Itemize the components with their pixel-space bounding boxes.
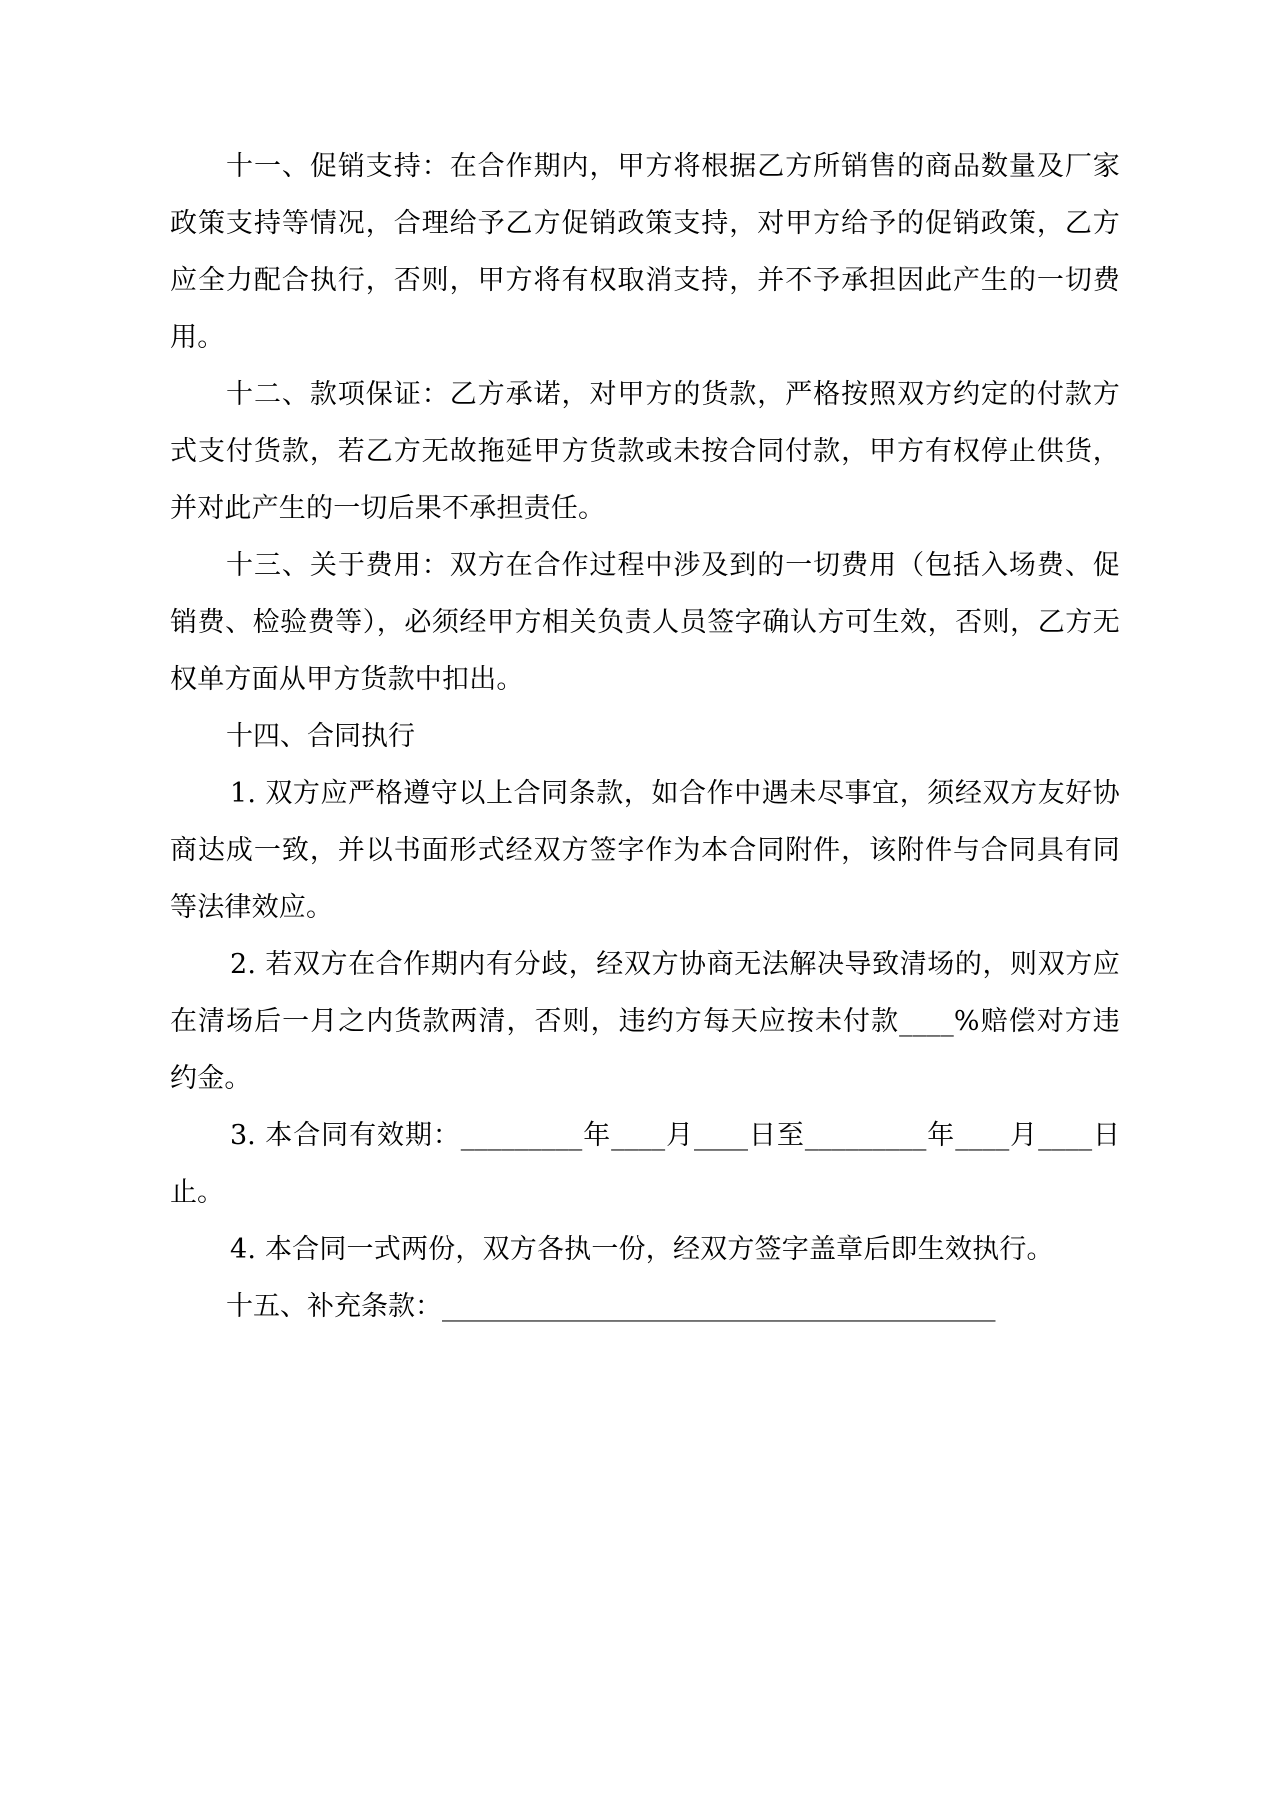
paragraph-clause-15: 十五、补充条款：_________________________________________ [226,1291,996,1322]
paragraph-clause-11: 十一、促销支持：在合作期内，甲方将根据乙方所销售的商品数量及厂家政策支持等情况，合理给予乙方促销政策支持，对甲方给予的促销政策，乙方应全力配合执行，否则，甲方将有权取消支持，并不予承担因此产生的一切费用。 [170,151,1120,353]
paragraph-clause-14-item-3: 3. 本合同有效期：_________年____月____日至_________年____月____日止。 [170,1120,1120,1208]
paragraph-clause-14-item-2: 2. 若双方在合作期内有分歧，经双方协商无法解决导致清场的，则双方应在清场后一月之内货款两清，否则，违约方每天应按未付款____%赔偿对方违约金。 [170,949,1120,1094]
paragraph-clause-14-item-4: 4. 本合同一式两份，双方各执一份，经双方签字盖章后即生效执行。 [230,1234,1054,1265]
heading-clause-14: 十四、合同执行 [226,721,415,752]
paragraph-clause-12: 十二、款项保证：乙方承诺，对甲方的货款，严格按照双方约定的付款方式支付货款，若乙方无故拖延甲方货款或未按合同付款，甲方有权停止供货，并对此产生的一切后果不承担责任。 [170,379,1120,524]
document-body [170,138,1120,1335]
paragraph-clause-14-item-1: 1. 双方应严格遵守以上合同条款，如合作中遇未尽事宜，须经双方友好协商达成一致，并以书面形式经双方签字作为本合同附件，该附件与合同具有同等法律效应。 [170,778,1120,923]
paragraph-clause-13: 十三、关于费用：双方在合作过程中涉及到的一切费用（包括入场费、促销费、检验费等），必须经甲方相关负责人员签字确认方可生效，否则，乙方无权单方面从甲方货款中扣出。 [170,550,1120,695]
